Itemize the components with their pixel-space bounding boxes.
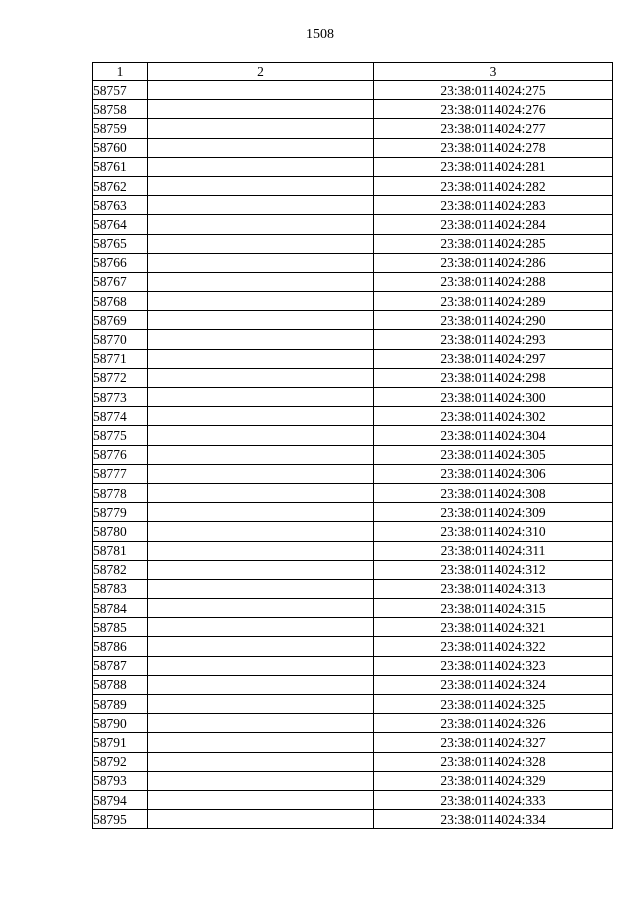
cadastral-number-cell: 23:38:0114024:323: [374, 656, 613, 675]
table-row: [93, 541, 613, 560]
row-number-cell: 58777: [93, 464, 148, 483]
row-empty-cell: [148, 733, 374, 752]
table-row: [93, 464, 613, 483]
row-empty-cell: [148, 579, 374, 598]
cadastral-number-cell: 23:38:0114024:310: [374, 522, 613, 541]
row-empty-cell: [148, 464, 374, 483]
table-row: [93, 311, 613, 330]
cadastral-number-cell: 23:38:0114024:326: [374, 714, 613, 733]
page-number: 1508: [306, 27, 334, 42]
cadastral-number-cell: 23:38:0114024:327: [374, 733, 613, 752]
cadastral-number-cell: 23:38:0114024:283: [374, 196, 613, 215]
cadastral-number-cell: 23:38:0114024:322: [374, 637, 613, 656]
row-number-cell: 58761: [93, 157, 148, 176]
cadastral-number-cell: 23:38:0114024:329: [374, 771, 613, 790]
row-number-cell: 58778: [93, 483, 148, 502]
cadastral-number-cell: 23:38:0114024:302: [374, 407, 613, 426]
row-empty-cell: [148, 349, 374, 368]
table-row: [93, 522, 613, 541]
row-empty-cell: [148, 292, 374, 311]
table-row: [93, 157, 613, 176]
cadastral-number-cell: 23:38:0114024:288: [374, 272, 613, 291]
row-empty-cell: [148, 771, 374, 790]
row-number-cell: 58791: [93, 733, 148, 752]
cadastral-number-cell: 23:38:0114024:285: [374, 234, 613, 253]
table-row: [93, 810, 613, 829]
row-number-cell: 58785: [93, 618, 148, 637]
table-row: [93, 292, 613, 311]
cadastral-number-cell: 23:38:0114024:305: [374, 445, 613, 464]
cadastral-number-cell: 23:38:0114024:313: [374, 579, 613, 598]
table-row: [93, 330, 613, 349]
row-number-cell: 58788: [93, 675, 148, 694]
cadastral-number-cell: 23:38:0114024:321: [374, 618, 613, 637]
row-number-cell: 58760: [93, 138, 148, 157]
cadastral-number-cell: 23:38:0114024:304: [374, 426, 613, 445]
row-empty-cell: [148, 522, 374, 541]
row-number-cell: 58789: [93, 695, 148, 714]
table-row: [93, 695, 613, 714]
cadastral-number-cell: 23:38:0114024:325: [374, 695, 613, 714]
cadastral-number-cell: 23:38:0114024:328: [374, 752, 613, 771]
table-row: [93, 579, 613, 598]
cadastral-number-cell: 23:38:0114024:282: [374, 176, 613, 195]
row-number-cell: 58767: [93, 272, 148, 291]
row-empty-cell: [148, 695, 374, 714]
row-empty-cell: [148, 503, 374, 522]
row-empty-cell: [148, 714, 374, 733]
table-row: [93, 215, 613, 234]
column-header-2: 2: [148, 63, 374, 81]
row-number-cell: 58786: [93, 637, 148, 656]
row-number-cell: 58775: [93, 426, 148, 445]
row-number-cell: 58790: [93, 714, 148, 733]
cadastral-number-cell: 23:38:0114024:300: [374, 388, 613, 407]
column-header-3: 3: [374, 63, 613, 81]
table-row: [93, 81, 613, 100]
table-row: [93, 483, 613, 502]
row-number-cell: 58772: [93, 368, 148, 387]
row-empty-cell: [148, 483, 374, 502]
row-empty-cell: [148, 541, 374, 560]
table-row: [93, 176, 613, 195]
cadastral-number-cell: 23:38:0114024:298: [374, 368, 613, 387]
table-row: [93, 368, 613, 387]
row-number-cell: 58782: [93, 560, 148, 579]
table-row: [93, 272, 613, 291]
row-empty-cell: [148, 234, 374, 253]
table-row: [93, 503, 613, 522]
row-number-cell: 58764: [93, 215, 148, 234]
row-empty-cell: [148, 196, 374, 215]
cadastral-number-cell: 23:38:0114024:290: [374, 311, 613, 330]
table-row: [93, 714, 613, 733]
cadastral-number-cell: 23:38:0114024:281: [374, 157, 613, 176]
cadastral-number-cell: 23:38:0114024:312: [374, 560, 613, 579]
row-empty-cell: [148, 426, 374, 445]
cadastral-number-cell: 23:38:0114024:286: [374, 253, 613, 272]
row-empty-cell: [148, 157, 374, 176]
table-row: [93, 234, 613, 253]
table-row: [93, 196, 613, 215]
table-row: [93, 349, 613, 368]
row-number-cell: 58780: [93, 522, 148, 541]
cadastral-number-cell: 23:38:0114024:275: [374, 81, 613, 100]
table-row: [93, 733, 613, 752]
table-row: [93, 675, 613, 694]
row-number-cell: 58793: [93, 771, 148, 790]
row-empty-cell: [148, 215, 374, 234]
row-empty-cell: [148, 138, 374, 157]
cadastral-number-cell: 23:38:0114024:311: [374, 541, 613, 560]
row-number-cell: 58765: [93, 234, 148, 253]
row-number-cell: 58758: [93, 100, 148, 119]
row-empty-cell: [148, 790, 374, 809]
row-empty-cell: [148, 100, 374, 119]
row-number-cell: 58787: [93, 656, 148, 675]
row-empty-cell: [148, 253, 374, 272]
cadastral-number-cell: 23:38:0114024:276: [374, 100, 613, 119]
table-row: [93, 253, 613, 272]
table-row: [93, 752, 613, 771]
row-empty-cell: [148, 618, 374, 637]
cadastral-number-cell: 23:38:0114024:333: [374, 790, 613, 809]
table-row: [93, 560, 613, 579]
table-row: [93, 119, 613, 138]
cadastral-number-cell: 23:38:0114024:284: [374, 215, 613, 234]
row-empty-cell: [148, 407, 374, 426]
table-row: [93, 656, 613, 675]
registry-table: [92, 62, 613, 829]
cadastral-number-cell: 23:38:0114024:277: [374, 119, 613, 138]
row-empty-cell: [148, 637, 374, 656]
cadastral-number-cell: 23:38:0114024:334: [374, 810, 613, 829]
row-number-cell: 58794: [93, 790, 148, 809]
row-number-cell: 58781: [93, 541, 148, 560]
row-number-cell: 58783: [93, 579, 148, 598]
table-header: [93, 63, 613, 81]
row-number-cell: 58762: [93, 176, 148, 195]
row-empty-cell: [148, 560, 374, 579]
row-empty-cell: [148, 311, 374, 330]
row-number-cell: 58774: [93, 407, 148, 426]
table-row: [93, 790, 613, 809]
row-number-cell: 58770: [93, 330, 148, 349]
table-row: [93, 771, 613, 790]
cadastral-number-cell: 23:38:0114024:278: [374, 138, 613, 157]
row-number-cell: 58759: [93, 119, 148, 138]
row-empty-cell: [148, 752, 374, 771]
row-empty-cell: [148, 368, 374, 387]
table-row: [93, 388, 613, 407]
cadastral-number-cell: 23:38:0114024:293: [374, 330, 613, 349]
row-number-cell: 58779: [93, 503, 148, 522]
table-row: [93, 599, 613, 618]
row-empty-cell: [148, 599, 374, 618]
row-number-cell: 58776: [93, 445, 148, 464]
header-row: [93, 63, 613, 81]
row-empty-cell: [148, 176, 374, 195]
cadastral-number-cell: 23:38:0114024:315: [374, 599, 613, 618]
row-empty-cell: [148, 445, 374, 464]
cadastral-number-cell: 23:38:0114024:297: [374, 349, 613, 368]
row-empty-cell: [148, 81, 374, 100]
cadastral-number-cell: 23:38:0114024:324: [374, 675, 613, 694]
row-number-cell: 58784: [93, 599, 148, 618]
table-row: [93, 407, 613, 426]
row-number-cell: 58771: [93, 349, 148, 368]
cadastral-number-cell: 23:38:0114024:308: [374, 483, 613, 502]
row-empty-cell: [148, 272, 374, 291]
cadastral-number-cell: 23:38:0114024:289: [374, 292, 613, 311]
row-empty-cell: [148, 656, 374, 675]
row-empty-cell: [148, 330, 374, 349]
cadastral-number-cell: 23:38:0114024:309: [374, 503, 613, 522]
table-row: [93, 618, 613, 637]
table-row: [93, 637, 613, 656]
row-number-cell: 58763: [93, 196, 148, 215]
cadastral-number-cell: 23:38:0114024:306: [374, 464, 613, 483]
table-row: [93, 138, 613, 157]
row-number-cell: 58795: [93, 810, 148, 829]
row-number-cell: 58766: [93, 253, 148, 272]
row-number-cell: 58768: [93, 292, 148, 311]
row-number-cell: 58757: [93, 81, 148, 100]
row-empty-cell: [148, 675, 374, 694]
row-number-cell: 58773: [93, 388, 148, 407]
table-row: [93, 445, 613, 464]
row-empty-cell: [148, 119, 374, 138]
row-number-cell: 58792: [93, 752, 148, 771]
table-row: [93, 426, 613, 445]
row-empty-cell: [148, 810, 374, 829]
row-empty-cell: [148, 388, 374, 407]
table-body: [93, 81, 613, 829]
row-number-cell: 58769: [93, 311, 148, 330]
table-row: [93, 100, 613, 119]
column-header-1: 1: [93, 63, 148, 81]
